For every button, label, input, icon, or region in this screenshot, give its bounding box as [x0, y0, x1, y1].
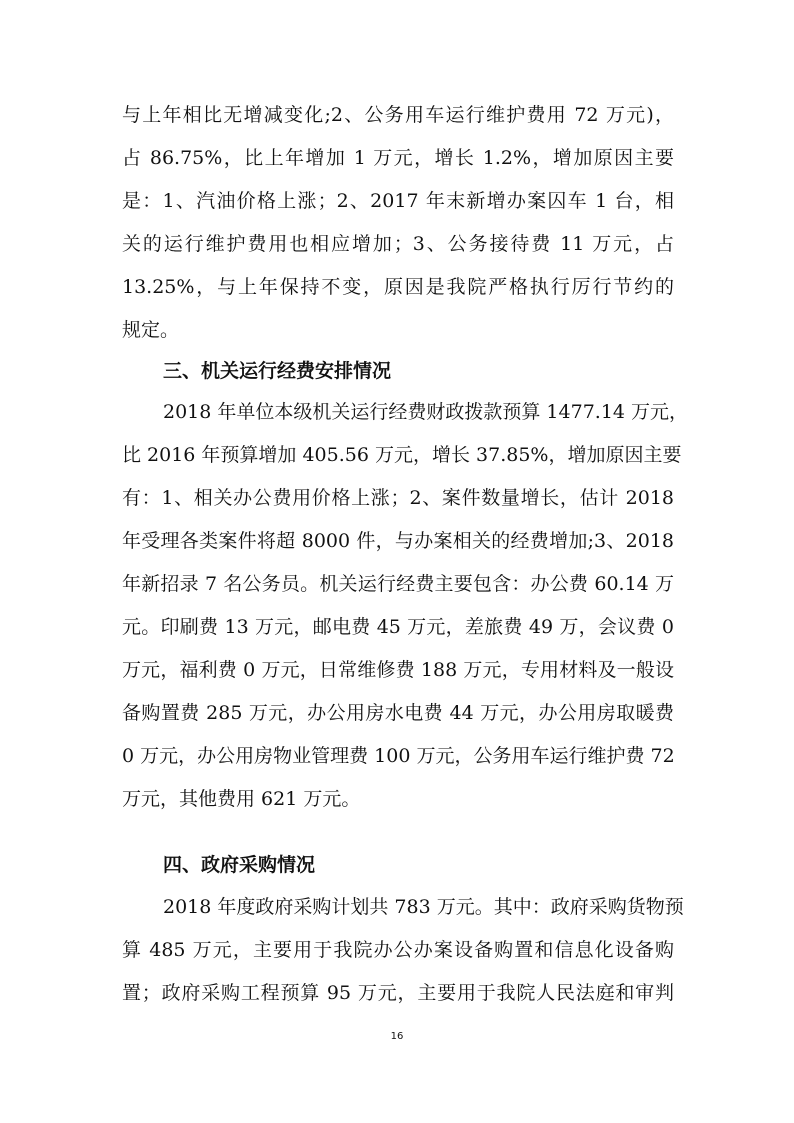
paragraph-line: 规定。 — [122, 319, 180, 341]
page-number: 16 — [390, 1031, 404, 1042]
paragraph-line: 比 2016 年预算增加 405.56 万元，增长 37.85%，增加原因主要 — [122, 444, 682, 466]
paragraph-line: 年受理各类案件将超 8000 件，与办案相关的经费增加;3、2018 — [122, 530, 674, 552]
paragraph-line: 关的运行维护费用也相应增加；3、公务接待费 11 万元，占 — [122, 233, 674, 255]
paragraph-line: 有：1、相关办公费用价格上涨；2、案件数量增长，估计 2018 — [122, 487, 674, 509]
section-heading: 三、机关运行经费安排情况 — [163, 360, 392, 382]
paragraph-line: 占 86.75%，比上年增加 1 万元，增长 1.2%，增加原因主要 — [122, 147, 674, 169]
paragraph-line: 0 万元，办公用房物业管理费 100 万元，公务用车运行维护费 72 — [122, 745, 675, 767]
paragraph-line: 2018 年度政府采购计划共 783 万元。其中：政府采购货物预 — [163, 896, 684, 918]
paragraph-line: 万元，其他费用 621 万元。 — [122, 788, 361, 810]
paragraph-line: 2018 年单位本级机关运行经费财政拨款预算 1477.14 万元， — [163, 401, 689, 423]
paragraph-line: 备购置费 285 万元，办公用房水电费 44 万元，办公用房取暖费 — [122, 702, 674, 724]
paragraph-line: 年新招录 7 名公务员。机关运行经费主要包含：办公费 60.14 万 — [122, 573, 674, 595]
section-heading: 四、政府采购情况 — [163, 854, 316, 876]
paragraph-line: 13.25%，与上年保持不变，原因是我院严格执行厉行节约的 — [122, 276, 674, 298]
paragraph-line: 置；政府采购工程预算 95 万元，主要用于我院人民法庭和审判 — [122, 982, 674, 1004]
paragraph-line: 算 485 万元，主要用于我院办公办案设备购置和信息化设备购 — [122, 939, 674, 961]
paragraph-line: 与上年相比无增减变化;2、公务用车运行维护费用 72 万元)， — [122, 104, 674, 126]
paragraph-line: 元。印刷费 13 万元，邮电费 45 万元，差旅费 49 万，会议费 0 — [122, 616, 674, 638]
paragraph-line: 是：1、汽油价格上涨；2、2017 年末新增办案囚车 1 台，相 — [122, 190, 674, 212]
paragraph-line: 万元，福利费 0 万元，日常维修费 188 万元，专用材料及一般设 — [122, 659, 674, 681]
